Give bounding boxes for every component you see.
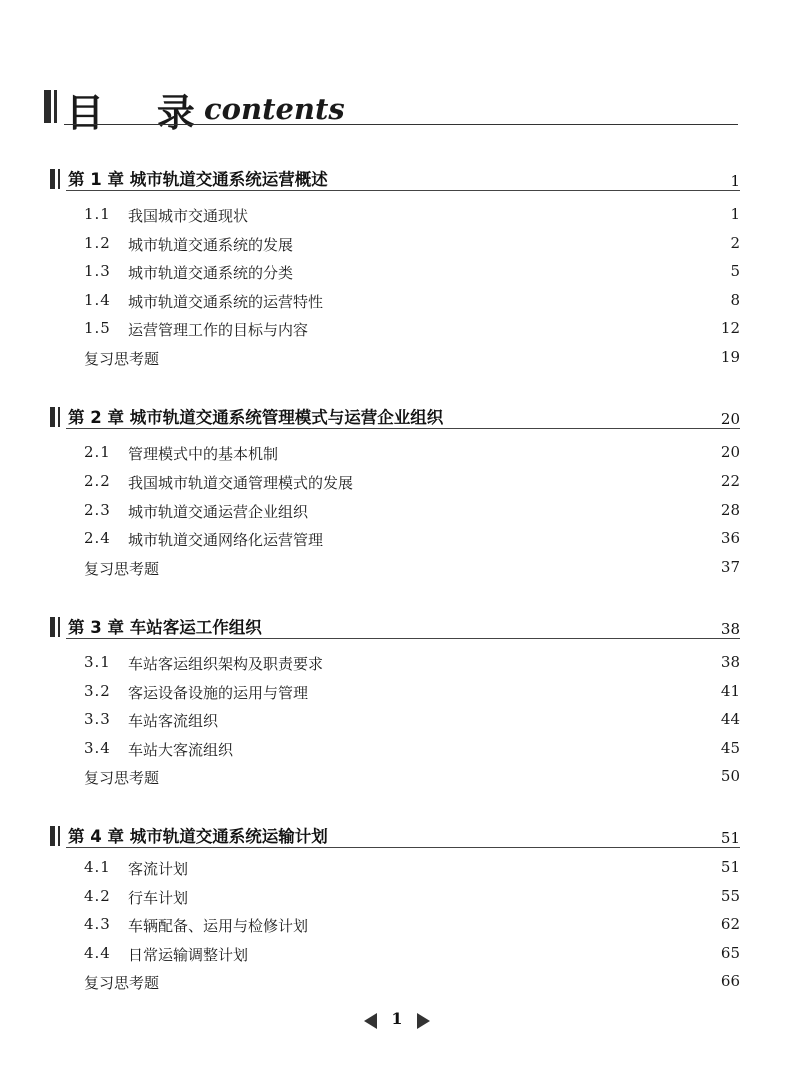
chapter-bar <box>50 407 55 427</box>
toc-entry-review[interactable] <box>84 972 740 996</box>
chapter-page: 38 <box>720 620 740 638</box>
entry-title: 行车计划 <box>128 889 189 907</box>
entry-title: 城市轨道交通系统的分类 <box>128 264 294 282</box>
entry-page: 5 <box>730 262 740 280</box>
entry-number: 1.2 <box>84 234 111 252</box>
entry-page: 22 <box>720 472 740 490</box>
header-rule <box>64 124 738 125</box>
toc-entry[interactable] <box>84 944 740 968</box>
entry-number: 4.2 <box>84 887 111 905</box>
toc-entry[interactable] <box>84 291 740 315</box>
chapter-title: 第 1 章 城市轨道交通系统运营概述 <box>68 170 328 189</box>
entry-title: 日常运输调整计划 <box>128 946 249 964</box>
entry-page: 2 <box>730 234 740 252</box>
chapter-heading-3[interactable] <box>50 612 740 642</box>
entry-title: 复习思考题 <box>84 560 160 578</box>
toc-entry-review[interactable] <box>84 767 740 791</box>
toc-entry[interactable] <box>84 319 740 343</box>
entry-title: 客运设备设施的运用与管理 <box>128 684 309 702</box>
toc-entry[interactable] <box>84 887 740 911</box>
entry-title: 客流计划 <box>128 860 189 878</box>
toc-title: 目 录 <box>66 91 195 135</box>
entry-number: 3.2 <box>84 682 111 700</box>
chapter-rule <box>66 638 740 639</box>
toc-entry-review[interactable] <box>84 348 740 372</box>
entry-page: 37 <box>720 558 740 576</box>
entry-number: 3.3 <box>84 710 111 728</box>
entry-page: 50 <box>720 767 740 785</box>
entry-title: 运营管理工作的目标与内容 <box>128 321 309 339</box>
entry-title: 复习思考题 <box>84 350 160 368</box>
toc-entry[interactable] <box>84 653 740 677</box>
toc-entry[interactable] <box>84 739 740 763</box>
entry-title: 城市轨道交通网络化运营管理 <box>128 531 324 549</box>
toc-subtitle: contents <box>204 92 345 126</box>
toc-entry[interactable] <box>84 443 740 467</box>
chapter-heading-1[interactable] <box>50 164 740 194</box>
entry-title: 车辆配备、运用与检修计划 <box>128 917 309 935</box>
toc-entry[interactable] <box>84 234 740 258</box>
chapter-page: 1 <box>730 172 740 190</box>
entry-page: 8 <box>730 291 740 309</box>
entry-number: 2.2 <box>84 472 111 490</box>
entry-number: 1.4 <box>84 291 111 309</box>
toc-entry[interactable] <box>84 501 740 525</box>
entry-page: 20 <box>720 443 740 461</box>
chapter-bar <box>58 169 60 189</box>
entry-page: 28 <box>720 501 740 519</box>
entry-page: 65 <box>720 944 740 962</box>
entry-title: 我国城市轨道交通管理模式的发展 <box>128 474 354 492</box>
chapter-bar <box>50 826 55 846</box>
chapter-bar <box>58 826 60 846</box>
entry-page: 44 <box>720 710 740 728</box>
entry-title: 复习思考题 <box>84 974 160 992</box>
chapter-rule <box>66 190 740 191</box>
entry-page: 12 <box>720 319 740 337</box>
toc-entry[interactable] <box>84 710 740 734</box>
chapter-title: 第 2 章 城市轨道交通系统管理模式与运营企业组织 <box>68 408 444 427</box>
toc-entry[interactable] <box>84 529 740 553</box>
triangle-left-icon <box>364 1013 377 1029</box>
header-bar-thick <box>44 90 51 123</box>
chapter-bar <box>58 407 60 427</box>
toc-entry[interactable] <box>84 915 740 939</box>
chapter-page: 20 <box>720 410 740 428</box>
entry-page: 66 <box>720 972 740 990</box>
chapter-rule <box>66 428 740 429</box>
chapter-bar <box>50 617 55 637</box>
page-footer <box>364 1008 430 1032</box>
entry-number: 4.1 <box>84 858 111 876</box>
chapter-heading-2[interactable] <box>50 402 740 432</box>
toc-entry[interactable] <box>84 858 740 882</box>
page-number: 1 <box>391 1009 403 1028</box>
entry-number: 1.5 <box>84 319 111 337</box>
entry-title: 城市轨道交通系统的运营特性 <box>128 293 324 311</box>
chapter-bar <box>58 617 60 637</box>
entry-page: 51 <box>720 858 740 876</box>
entry-page: 19 <box>720 348 740 366</box>
entry-page: 45 <box>720 739 740 757</box>
entry-number: 3.4 <box>84 739 111 757</box>
chapter-title: 第 4 章 城市轨道交通系统运输计划 <box>68 827 328 846</box>
entry-title: 城市轨道交通系统的发展 <box>128 236 294 254</box>
entry-page: 41 <box>720 682 740 700</box>
entry-title: 管理模式中的基本机制 <box>128 445 279 463</box>
toc-entry[interactable] <box>84 682 740 706</box>
toc-entry[interactable] <box>84 205 740 229</box>
entry-page: 1 <box>730 205 740 223</box>
entry-page: 38 <box>720 653 740 671</box>
entry-title: 车站客运组织架构及职责要求 <box>128 655 324 673</box>
toc-entry-review[interactable] <box>84 558 740 582</box>
header-bar-thin <box>54 90 57 123</box>
entry-page: 55 <box>720 887 740 905</box>
chapter-title: 第 3 章 车站客运工作组织 <box>68 618 262 637</box>
entry-number: 3.1 <box>84 653 111 671</box>
chapter-page: 51 <box>720 829 740 847</box>
entry-number: 1.3 <box>84 262 111 280</box>
entry-number: 1.1 <box>84 205 111 223</box>
toc-entry[interactable] <box>84 472 740 496</box>
entry-number: 2.3 <box>84 501 111 519</box>
triangle-right-icon <box>417 1013 430 1029</box>
entry-title: 车站大客流组织 <box>128 741 234 759</box>
chapter-rule <box>66 847 740 848</box>
entry-title: 我国城市交通现状 <box>128 207 249 225</box>
entry-number: 2.4 <box>84 529 111 547</box>
toc-entry[interactable] <box>84 262 740 286</box>
entry-number: 4.3 <box>84 915 111 933</box>
toc-header <box>44 78 738 135</box>
chapter-heading-4[interactable] <box>50 821 740 851</box>
entry-title: 复习思考题 <box>84 769 160 787</box>
entry-page: 62 <box>720 915 740 933</box>
entry-number: 4.4 <box>84 944 111 962</box>
entry-title: 车站客流组织 <box>128 712 219 730</box>
entry-number: 2.1 <box>84 443 111 461</box>
entry-page: 36 <box>720 529 740 547</box>
entry-title: 城市轨道交通运营企业组织 <box>128 503 309 521</box>
chapter-bar <box>50 169 55 189</box>
